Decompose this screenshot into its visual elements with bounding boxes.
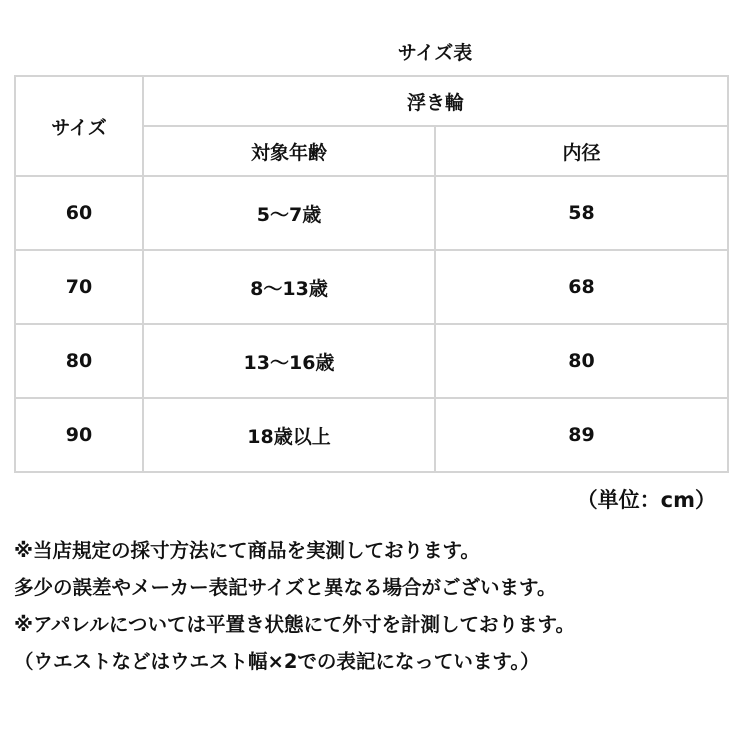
size-header: サイズ bbox=[15, 76, 143, 176]
size-cell: 80 bbox=[15, 324, 143, 398]
size-cell: 60 bbox=[15, 176, 143, 250]
age-cell: 18歳以上 bbox=[143, 398, 435, 472]
table-row bbox=[15, 250, 728, 324]
diameter-cell: 58 bbox=[435, 176, 728, 250]
diameter-column-header: 内径 bbox=[435, 126, 728, 176]
notes bbox=[14, 532, 734, 680]
size-table bbox=[14, 75, 729, 473]
diameter-cell: 89 bbox=[435, 398, 728, 472]
table-header-row bbox=[15, 76, 728, 126]
note-line: （ウエストなどはウエスト幅×2での表記になっています。） bbox=[14, 650, 540, 673]
note-line: ※当店規定の採寸方法にて商品を実測しております。 bbox=[14, 539, 480, 562]
age-cell: 8〜13歳 bbox=[143, 250, 435, 324]
unit-label: （単位：cm） bbox=[576, 488, 716, 512]
note-line: 多少の誤差やメーカー表記サイズと異なる場合がございます。 bbox=[14, 576, 557, 599]
table-row bbox=[15, 176, 728, 250]
age-cell: 5〜7歳 bbox=[143, 176, 435, 250]
note-line: ※アパレルについては平置き状態にて外寸を計測しております。 bbox=[14, 613, 575, 636]
diameter-cell: 80 bbox=[435, 324, 728, 398]
size-cell: 70 bbox=[15, 250, 143, 324]
page-title: サイズ表 bbox=[397, 42, 473, 64]
table-row bbox=[15, 324, 728, 398]
age-column-header: 対象年齢 bbox=[143, 126, 435, 176]
float-group-header: 浮き輪 bbox=[143, 76, 728, 126]
age-cell: 13〜16歳 bbox=[143, 324, 435, 398]
size-cell: 90 bbox=[15, 398, 143, 472]
table-row bbox=[15, 398, 728, 472]
diameter-cell: 68 bbox=[435, 250, 728, 324]
